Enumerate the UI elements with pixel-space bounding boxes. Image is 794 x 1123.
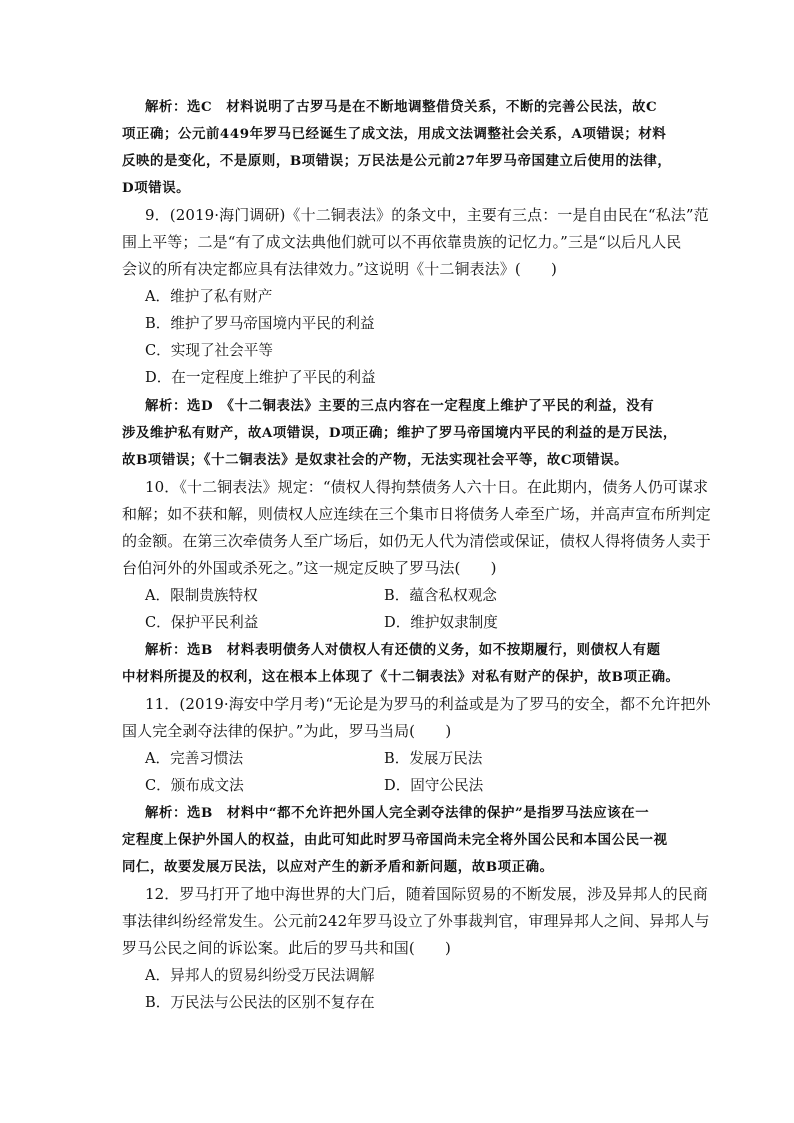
question-9-line-3: 会议的所有决定都应具有法律效力。”这说明《十二铜表法》( ) [122,260,557,278]
question-10-option-c: C．保护平民利益 [145,614,259,631]
question-11-option-d: D．固守公民法 [384,777,484,794]
question-12-line-1: 12．罗马打开了地中海世界的大门后，随着国际贸易的不断发展，涉及异邦人的民商 [145,885,708,903]
question-11-option-a: A．完善习惯法 [145,750,244,767]
analysis-8-line-3: 反映的是变化，不是原则，B项错误；万民法是公元前27年罗马帝国建立后使用的法律， [122,153,672,169]
question-11-option-c: C．颁布成文法 [145,777,244,794]
question-10-line-2: 和解；如不获和解，则债权人应连续在三个集市日将债务人牵至广场，并高声宣布所判定 [122,505,711,523]
question-9-line-1: 9．(2019·海门调研)《十二铜表法》的条文中，主要有三点：一是自由民在“私法”范 [145,206,709,224]
question-11-option-b: B．发展万民法 [384,750,483,767]
analysis-label: 解析： [145,398,187,414]
analysis-9-line-1: 解析：选D 《十二铜表法》主要的三点内容在一定程度上维护了平民的利益，没有 [145,398,655,414]
question-9-option-a: A．维护了私有财产 [145,288,273,305]
analysis-label: 解析： [145,99,187,115]
analysis-10-line-2: 中材料所提及的权利，这在根本上体现了《十二铜表法》对私有财产的保护，故B项正确。 [122,669,680,685]
question-10-option-d: D．维护奴隶制度 [384,614,498,631]
analysis-9-line-3: 故B项错误；《十二铜表法》是奴隶社会的产物，无法实现社会平等，故C项错误。 [122,452,629,468]
question-9-line-2: 围上平等；二是“有了成文法典他们就可以不再依靠贵族的记忆力。”三是“以后凡人民 [122,233,682,251]
question-10-option-b: B．蕴含私权观念 [384,587,497,604]
analysis-9-line-2: 涉及维护私有财产，故A项错误，D项正确；维护了罗马帝国境内平民的利益的是万民法， [122,425,677,441]
question-10-line-4: 台伯河外的外国或杀死之。”这一规定反映了罗马法( ) [122,559,497,577]
question-12-option-b: B．万民法与公民法的区别不复存在 [145,994,375,1011]
question-9-option-c: C．实现了社会平等 [145,342,273,359]
question-12-line-2: 事法律纠纷经常发生。公元前242年罗马设立了外事裁判官，审理异邦人之间、异邦人与 [122,912,710,930]
analysis-8-line-4: D项错误。 [122,180,191,196]
question-10-line-3: 的金额。在第三次牵债务人至广场后，如仍无人代为清偿或保证，债权人得将债务人卖于 [122,532,711,550]
question-12-option-a: A．异邦人的贸易纠纷受万民法调解 [145,967,375,984]
analysis-11-line-3: 同仁，故要发展万民法，以应对产生的新矛盾和新问题，故B项正确。 [122,859,554,875]
analysis-8-line-2: 项正确；公元前449年罗马已经诞生了成文法，用成文法调整社会关系，A项错误；材料 [122,126,667,142]
question-12-line-3: 罗马公民之间的诉讼案。此后的罗马共和国( ) [122,939,452,957]
analysis-label: 解析： [145,805,187,821]
analysis-8-line-1: 解析：选C 材料说明了古罗马是在不断地调整借贷关系，不断的完善公民法，故C [145,99,658,115]
question-11-line-2: 国人完全剥夺法律的保护。”为此，罗马当局( ) [122,722,452,740]
analysis-10-line-1: 解析：选B 材料表明债务人对债权人有还债的义务，如不按期履行，则债权人有题 [145,642,661,658]
question-9-option-b: B．维护了罗马帝国境内平民的利益 [145,315,375,332]
analysis-11-line-2: 定程度上保护外国人的权益，由此可知此时罗马帝国尚未完全将外国公民和本国公民一视 [122,832,668,848]
question-10-option-a: A．限制贵族特权 [145,587,258,604]
analysis-11-line-1: 解析：选B 材料中“都不允许把外国人完全剥夺法律的保护”是指罗马法应该在一 [145,805,650,821]
question-9-option-d: D．在一定程度上维护了平民的利益 [145,369,376,386]
question-10-line-1: 10．《十二铜表法》规定：“债权人得拘禁债务人六十日。在此期内，债务人仍可谋求 [145,478,709,496]
question-11-line-1: 11．(2019·海安中学月考)“无论是为罗马的利益或是为了罗马的安全，都不允许把外 [145,695,711,713]
analysis-label: 解析： [145,642,187,658]
